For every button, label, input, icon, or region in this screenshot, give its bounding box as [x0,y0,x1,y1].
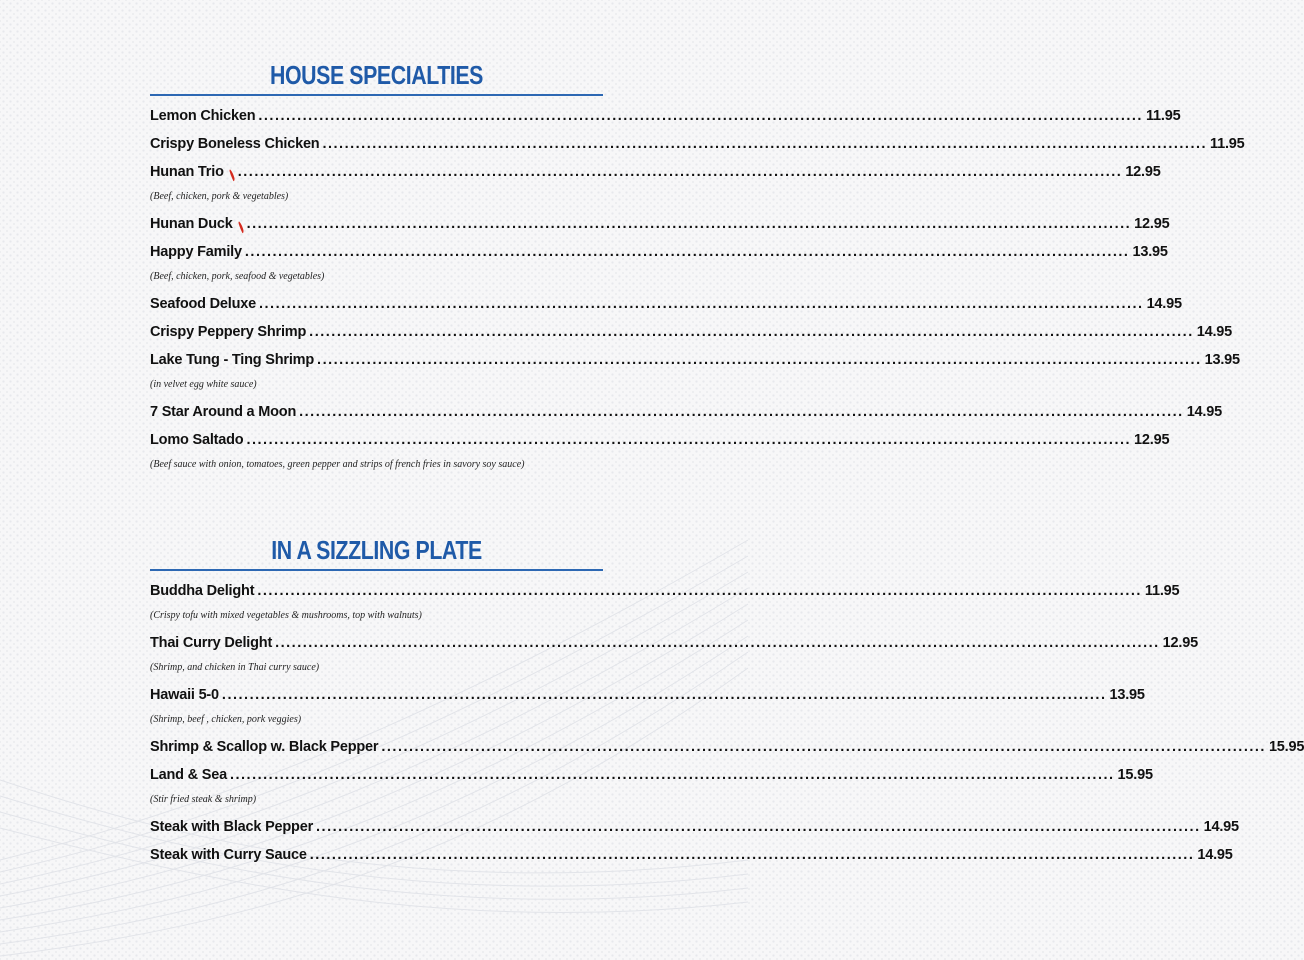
menu-item-price: 15.95 [1117,767,1153,783]
menu-item-name: Buddha Delight [150,583,255,599]
menu-item-name: Steak with Curry Sauce [150,847,307,863]
dot-leader: ................................................................................................................................................................ [221,687,1107,703]
dot-leader: ................................................................................................................................................................ [257,583,1142,599]
menu-item-description: (Stir fried steak & shrimp) [150,794,257,805]
sizzling-plate-section [150,535,1304,863]
menu-item [150,765,1153,785]
dot-leader: ................................................................................................................................................................ [229,767,1115,783]
house-specialties-section [150,60,1245,470]
menu-item-price: 12.95 [1134,432,1170,448]
menu-item-description: (Beef sauce with onion, tomatoes, green pepper and strips of french fries in savory soy sauce) [150,459,525,470]
menu-item [150,737,1304,757]
dot-leader: ................................................................................................................................................................ [258,296,1144,312]
menu-item [150,581,1180,601]
menu-item-price: 12.95 [1125,164,1161,180]
dot-leader: ................................................................................................................................................................ [381,739,1266,755]
dot-leader: ................................................................................................................................................................ [309,847,1195,863]
menu-item [150,162,1161,182]
menu-item [150,134,1245,154]
menu-item [150,402,1222,422]
menu-item-name: Land & Sea [150,767,227,783]
menu-item [150,106,1181,126]
menu-item-name: Steak with Black Pepper [150,819,314,835]
menu-item-price: 14.95 [1196,324,1233,340]
dot-leader: ................................................................................................................................................................ [246,216,1132,232]
dot-leader: ................................................................................................................................................................ [244,244,1130,260]
section-divider [150,569,603,571]
menu-item-price: 15.95 [1268,739,1304,755]
menu-item [150,633,1198,653]
menu-item-description: (Beef, chicken, pork, seafood & vegetables) [150,271,325,282]
menu-item-description: (Beef, chicken, pork & vegetables) [150,191,289,202]
dot-leader: ................................................................................................................................................................ [258,108,1143,124]
dot-leader: ................................................................................................................................................................ [275,635,1160,651]
menu-item-price: 11.95 [1145,108,1181,124]
menu-item-name: Lake Tung - Ting Shrimp [150,352,315,368]
dot-leader: ................................................................................................................................................................ [299,404,1184,420]
section-title: IN A SIZZLING PLATE [271,535,482,565]
menu-item-name: Lomo Saltado [150,432,244,448]
menu-item-name: Happy Family [150,244,242,260]
menu-item-description: (Crispy tofu with mixed vegetables & mushrooms, top with walnuts) [150,610,422,621]
menu-item-name: Shrimp & Scallop w. Black Pepper [150,739,379,755]
menu-item-name: Lemon Chicken [150,108,256,124]
menu-item-name: Seafood Deluxe [150,296,256,312]
menu-item-price: 13.95 [1132,244,1168,260]
menu-item [150,817,1239,837]
menu-item [150,322,1233,342]
menu-item-name: Thai Curry Delight [150,635,273,651]
dot-leader: ................................................................................................................................................................ [322,136,1208,152]
menu-item-price: 12.95 [1134,216,1170,232]
chili-pepper-icon [229,169,235,182]
dot-leader: ................................................................................................................................................................ [317,352,1202,368]
dot-leader: ................................................................................................................................................................ [237,164,1123,180]
menu-item-description: (Shrimp, beef , chicken, pork veggies) [150,714,302,725]
menu-item-name: Hunan Duck [150,216,233,232]
menu-item-name: Crispy Boneless Chicken [150,136,320,152]
menu-item-price: 12.95 [1162,635,1198,651]
menu-item-price: 11.95 [1144,583,1180,599]
dot-leader: ................................................................................................................................................................ [316,819,1201,835]
menu-item-price: 13.95 [1109,687,1145,703]
menu-item-price: 13.95 [1204,352,1240,368]
section-title: HOUSE SPECIALTIES [270,60,483,90]
menu-item [150,294,1182,314]
menu-item [150,242,1168,262]
menu-item [150,214,1170,234]
chili-pepper-icon [238,221,244,234]
menu-item-price: 14.95 [1146,296,1182,312]
menu-item-name: Hunan Trio [150,164,224,180]
menu-item-name: Hawaii 5-0 [150,687,219,703]
dot-leader: ................................................................................................................................................................ [309,324,1194,340]
menu-item-price: 14.95 [1197,847,1233,863]
menu-item-price: 14.95 [1203,819,1239,835]
menu-item [150,845,1233,865]
menu-item [150,350,1240,370]
menu-item-price: 14.95 [1186,404,1222,420]
menu-item-name: Crispy Peppery Shrimp [150,324,307,340]
menu-item [150,430,1170,450]
menu-item-description: (in velvet egg white sauce) [150,379,257,390]
menu-item [150,685,1145,705]
menu-item-price: 11.95 [1210,136,1245,152]
menu-item-name: 7 Star Around a Moon [150,404,297,420]
menu-item-description: (Shrimp, and chicken in Thai curry sauce) [150,662,320,673]
section-divider [150,94,603,96]
dot-leader: ................................................................................................................................................................ [246,432,1132,448]
